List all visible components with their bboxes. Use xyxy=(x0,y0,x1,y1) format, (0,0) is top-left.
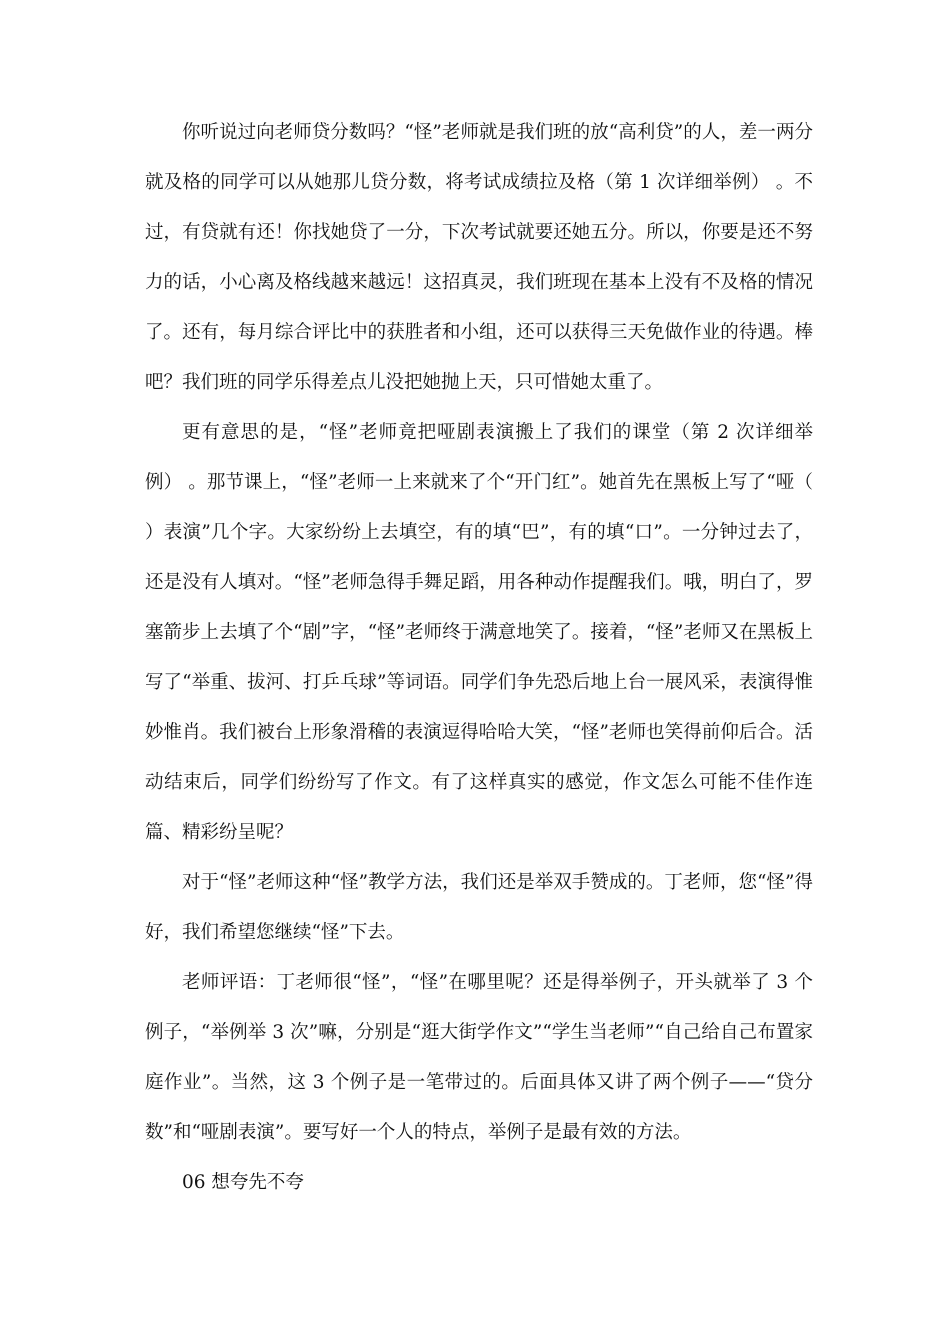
paragraph-loan-scores: 你听说过向老师贷分数吗？“怪”老师就是我们班的放“高利贷”的人，差一两分就及格的同学可以从她那儿贷分数，将考试成绩拉及格（第 1 次详细举例） 。不过，有贷就有还！你找她贷了一分，下次考试就要还她五分。所以，你要是还不努力的话，小心离及格线越来越远！这招真灵，我们班现在基本上没有不及格的情况了。还有，每月综合评比中的获胜者和小组，还可以获得三天免做作业的待遇。棒吧？我们班的同学乐得差点儿没把她抛上天，只可惜她太重了。 xyxy=(145,122,813,393)
paragraph-approval: 对于“怪”老师这种“怪”教学方法，我们还是举双手赞成的。丁老师，您“怪”得好，我们希望您继续“怪”下去。 xyxy=(145,872,813,943)
document-body xyxy=(145,108,813,1208)
section-heading: 06 想夸先不夸 xyxy=(182,1172,304,1193)
paragraph-teacher-comment: 老师评语：丁老师很“怪”，“怪”在哪里呢？还是得举例子，开头就举了 3 个例子，“举例举 3 次”嘛，分别是“逛大街学作文”“学生当老师”“自己给自己布置家庭作业”。当然，这 3 个例子是一笔带过的。后面具体又讲了两个例子——“贷分数”和“哑剧表演”。要写好一个人的特点，举例子是最有效的方法。 xyxy=(145,972,813,1143)
paragraph-pantomime-class: 更有意思的是，“怪”老师竟把哑剧表演搬上了我们的课堂（第 2 次详细举例） 。那节课上，“怪”老师一上来就来了个“开门红”。她首先在黑板上写了“哑（ ）表演”几个字。大家纷纷上去填空，有的填“巴”，有的填“口”。一分钟过去了，还是没有人填对。“怪”老师急得手舞足蹈，用各种动作提醒我们。哦，明白了，罗塞箭步上去填了个“剧”字，“怪”老师终于满意地笑了。接着，“怪”老师又在黑板上写了“举重、拔河、打乒乓球”等词语。同学们争先恐后地上台一展风采，表演得惟妙惟肖。我们被台上形象滑稽的表演逗得哈哈大笑，“怪”老师也笑得前仰后合。活动结束后，同学们纷纷写了作文。有了这样真实的感觉，作文怎么可能不佳作连篇、精彩纷呈呢？ xyxy=(145,422,813,843)
